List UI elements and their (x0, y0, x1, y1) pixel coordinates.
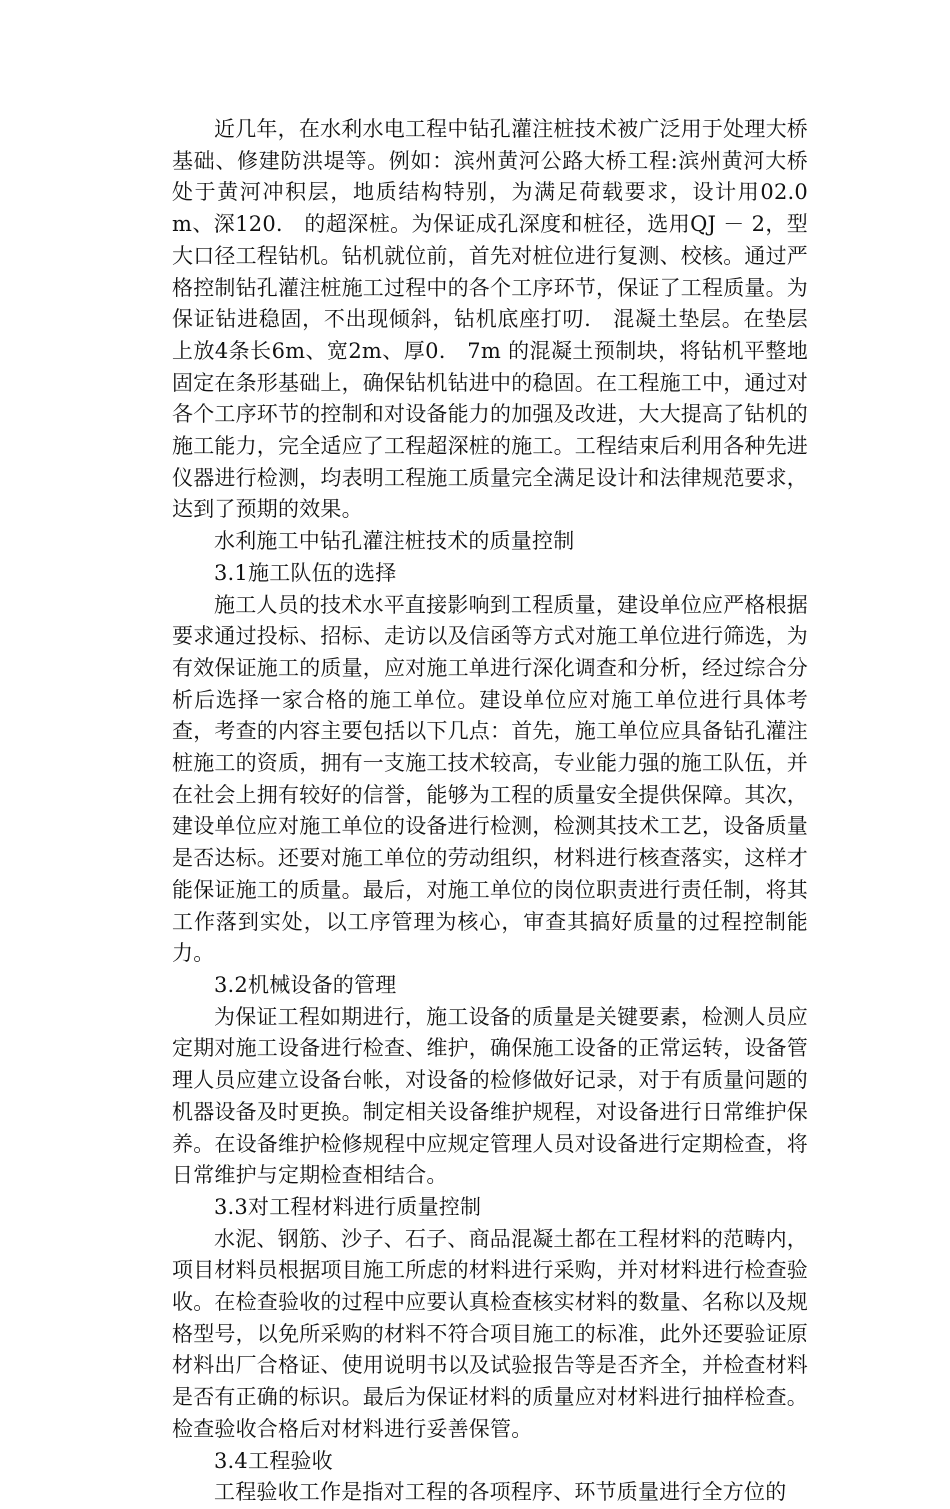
paragraph-construction-team: 施工人员的技术水平直接影响到工程质量，建设单位应严格根据要求通过投标、招标、走访以及信函等方式对施工单位进行筛选，为有效保证施工的质量，应对施工单进行深化调查和分析，经过综合分析后选择一家合格的施工单位。建设单位应对施工单位进行具体考查，考查的内容主要包括以下几点：首先，施工单位应具备钻孔灌注桩施工的资质，拥有一支施工技术较高，专业能力强的施工队伍，并在社会上拥有较好的信誉，能够为工程的质量安全提供保障。其次，建设单位应对施工单位的设备进行检测，检测其技术工艺，设备质量是否达标。还要对施工单位的劳动组织，材料进行核查落实，这样才能保证施工的质量。最后，对施工单位的岗位职责进行责任制，将其工作落到实处，以工序管理为核心，审查其搞好质量的过程控制能力。 (172, 592, 808, 966)
intro-paragraph: 近几年，在水利水电工程中钻孔灌注桩技术被广泛用于处理大桥基础、修建防洪堤等。例如：滨州黄河公路大桥工程:滨州黄河大桥处于黄河冲积层，地质结构特别，为满足荷载要求，设计用02.0m、深120. 的超深桩。为保证成孔深度和桩径，选用QJ － 2，型大口径工程钻机。钻机就位前，首先对桩位进行复测、校核。通过严格控制钻孔灌注桩施工过程中的各个工序环节，保证了工程质量。为保证钻进稳固，不出现倾斜，钻机底座打叨. 混凝土垫层。在垫层上放4条长6m、宽2m、厚0. 7m 的混凝土预制块，将钻机平整地固定在条形基础上，确保钻机钻进中的稳固。在工程施工中，通过对各个工序环节的控制和对设备能力的加强及改进，大大提高了钻机的施工能力，完全适应了工程超深桩的施工。工程结束后利用各种先进仪器进行检测，均表明工程施工质量完全满足设计和法律规范要求，达到了预期的效果。 (172, 117, 808, 522)
paragraph-material-quality: 水泥、钢筋、沙子、石子、商品混凝土都在工程材料的范畴内，项目材料员根据项目施工所虑的材料进行采购，并对材料进行检查验收。在检查验收的过程中应要认真检查核实材料的数量、名称以及规格型号，以免所采购的材料不符合项目施工的标准，此外还要验证原材料出厂合格证、使用说明书以及试验报告等是否齐全，并检查材料是否有正确的标识。最后为保证材料的质量应对材料进行抽样检查。检查验收合格后对材料进行妥善保管。 (172, 1226, 808, 1441)
subsection-heading-3-3: 3.3对工程材料进行质量控制 (214, 1194, 482, 1219)
subsection-heading-3-2: 3.2机械设备的管理 (214, 972, 397, 997)
section-heading-quality-control: 水利施工中钻孔灌注桩技术的质量控制 (214, 529, 575, 554)
subsection-heading-3-1: 3.1施工队伍的选择 (214, 560, 397, 585)
paragraph-acceptance: 工程验收工作是指对工程的各项程序、环节质量进行全方位的 (214, 1480, 787, 1505)
document-body (172, 114, 808, 1509)
subsection-heading-3-4: 3.4工程验收 (214, 1448, 333, 1473)
paragraph-equipment-management: 为保证工程如期进行，施工设备的质量是关键要素，检测人员应定期对施工设备进行检查、维护，确保施工设备的正常运转，设备管理人员应建立设备台帐，对设备的检修做好记录，对于有质量问题的机器设备及时更换。制定相关设备维护规程，对设备进行日常维护保养。在设备维护检修规程中应规定管理人员对设备进行定期检查，将日常维护与定期检查相结合。 (172, 1004, 808, 1188)
